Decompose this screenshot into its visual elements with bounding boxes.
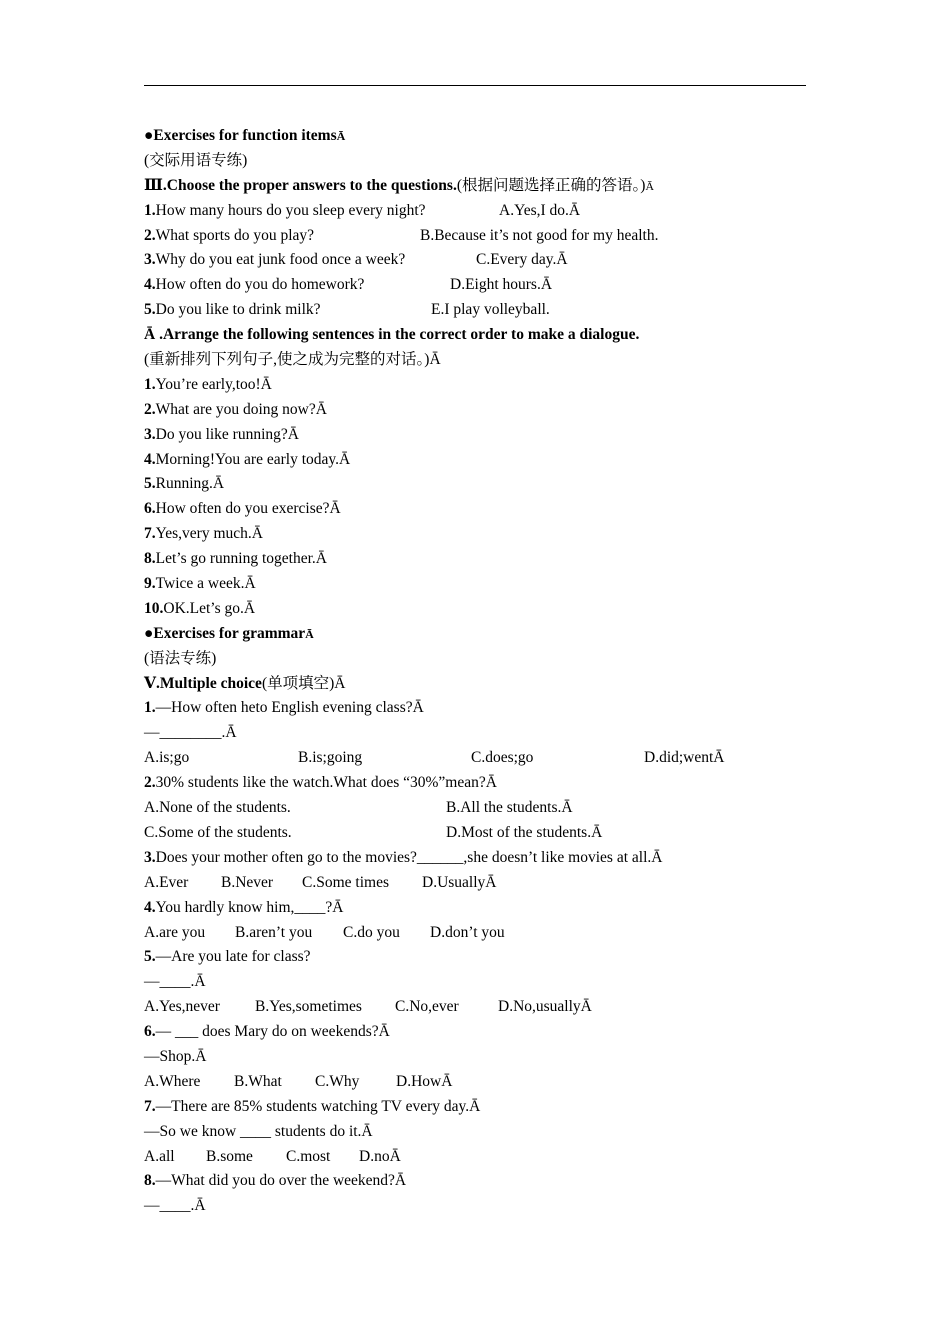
mc-question-8: 8.—What did you do over the weekend?Ā [144,1172,407,1190]
option-c: C.Why [315,1072,360,1090]
header-rule [144,85,806,86]
mc-options-4 [144,921,806,946]
matching-question-1: 1.How many hours do you sleep every night? A.Yes,I do.Ā [144,199,806,224]
option-b: B.some [206,1147,253,1165]
mc-options-7 [144,1145,806,1170]
matching-question-5: 5.Do you like to drink milk? E.I play volleyball. [144,298,806,323]
mc-question-3: 3.Does your mother often go to the movies?______,she doesn’t like movies at all.Ā [144,848,663,866]
option-a: A.are you [144,923,206,941]
section-subheading-grammar: (语法专练) [144,649,217,667]
option-d: D.HowĀ [396,1072,453,1090]
document-body [144,124,806,1219]
dialogue-sentence-6: 6.How often do you exercise?Ā [144,500,341,518]
mc-reply-5: —____.Ā [144,973,206,991]
dialogue-sentence-4: 4.Morning!You are early today.Ā [144,450,351,468]
option-b: B.is;going [298,749,363,767]
option-c: C.No,ever [395,998,459,1016]
mc-question-1: 1.—How often heto English evening class?Ā [144,699,424,717]
option-d: D.Most of the students.Ā [446,823,603,841]
option-a: A.Ever [144,873,189,891]
dialogue-sentence-3: 3.Do you like running?Ā [144,425,299,443]
option-c: C.Some times [302,873,389,891]
dialogue-sentence-10: 10.OK.Let’s go.Ā [144,599,256,617]
option-b: B.aren’t you [235,923,313,941]
option-b: B.Yes,sometimes [255,998,362,1016]
mc-reply-6: —Shop.Ā [144,1047,207,1065]
mc-options-5 [144,995,806,1020]
mc-question-5: 5.—Are you late for class? [144,948,311,966]
mc-question-4: 4.You hardly know him,____?Ā [144,898,344,916]
part4-subtitle: (重新排列下列句子,使之成为完整的对话。)Ā [144,351,441,369]
matching-question-4: 4.How often do you do homework? D.Eight hours.Ā [144,273,806,298]
dialogue-sentence-8: 8.Let’s go running together.Ā [144,550,327,568]
option-d: D.No,usuallyĀ [498,998,592,1016]
matching-answer-a: A.Yes,I do.Ā [499,201,581,219]
option-c: C.most [286,1147,331,1165]
dialogue-sentence-7: 7.Yes,very much.Ā [144,525,263,543]
part5-title: Ⅴ.Multiple choice(单项填空)Ā [144,674,346,692]
mc-options-2a [144,796,806,821]
mc-reply-1: —________.Ā [144,724,237,742]
option-d: D.UsuallyĀ [422,873,497,891]
matching-answer-e: E.I play volleyball. [431,301,550,319]
option-a: A.is;go [144,749,190,767]
mc-options-3 [144,871,806,896]
option-b: B.Never [221,873,274,891]
dialogue-sentence-9: 9.Twice a week.Ā [144,575,256,593]
option-d: D.did;wentĀ [644,749,725,767]
part3-title: Ⅲ.Choose the proper answers to the questions.(根据问题选择正确的答语。)Ā [144,176,655,194]
section-heading-function: ●Exercises for function itemsĀ [144,127,346,144]
matching-question-3: 3.Why do you eat junk food once a week? C.Every day.Ā [144,248,806,273]
option-c: C.does;go [471,749,534,767]
mc-question-7: 7.—There are 85% students watching TV every day.Ā [144,1097,481,1115]
dialogue-sentence-5: 5.Running.Ā [144,475,225,493]
mc-options-6 [144,1070,806,1095]
option-c: C.Some of the students. [144,823,292,841]
option-a: A.all [144,1147,175,1165]
matching-answer-c: C.Every day.Ā [476,251,568,269]
matching-question-2: 2.What sports do you play? B.Because it’s not good for my health. [144,224,806,249]
section-heading-grammar: ●Exercises for grammarĀ [144,624,314,642]
option-a: A.Yes,never [144,998,220,1016]
option-b: B.What [234,1072,282,1090]
option-a: A.Where [144,1072,201,1090]
mc-question-2: 2.30% students like the watch.What does “30%”mean?Ā [144,774,497,792]
mc-question-6: 6.— ___ does Mary do on weekends?Ā [144,1023,390,1041]
option-a: A.None of the students. [144,799,291,817]
mc-options-1 [144,746,806,771]
matching-answer-b: B.Because it’s not good for my health. [420,226,659,244]
option-c: C.do you [343,923,400,941]
section-subheading-function: (交际用语专练) [144,151,248,169]
matching-answer-d: D.Eight hours.Ā [450,276,553,294]
dialogue-sentence-1: 1.You’re early,too!Ā [144,375,272,393]
option-b: B.All the students.Ā [446,799,573,817]
dialogue-sentence-2: 2.What are you doing now?Ā [144,400,327,418]
mc-reply-8: —____.Ā [144,1197,206,1215]
mc-options-2b [144,821,806,846]
option-d: D.noĀ [359,1147,401,1165]
option-d: D.don’t you [430,923,505,941]
mc-reply-7: —So we know ____ students do it.Ā [144,1122,373,1140]
part4-title: Ā .Arrange the following sentences in the correct order to make a dialogue. [144,326,640,344]
